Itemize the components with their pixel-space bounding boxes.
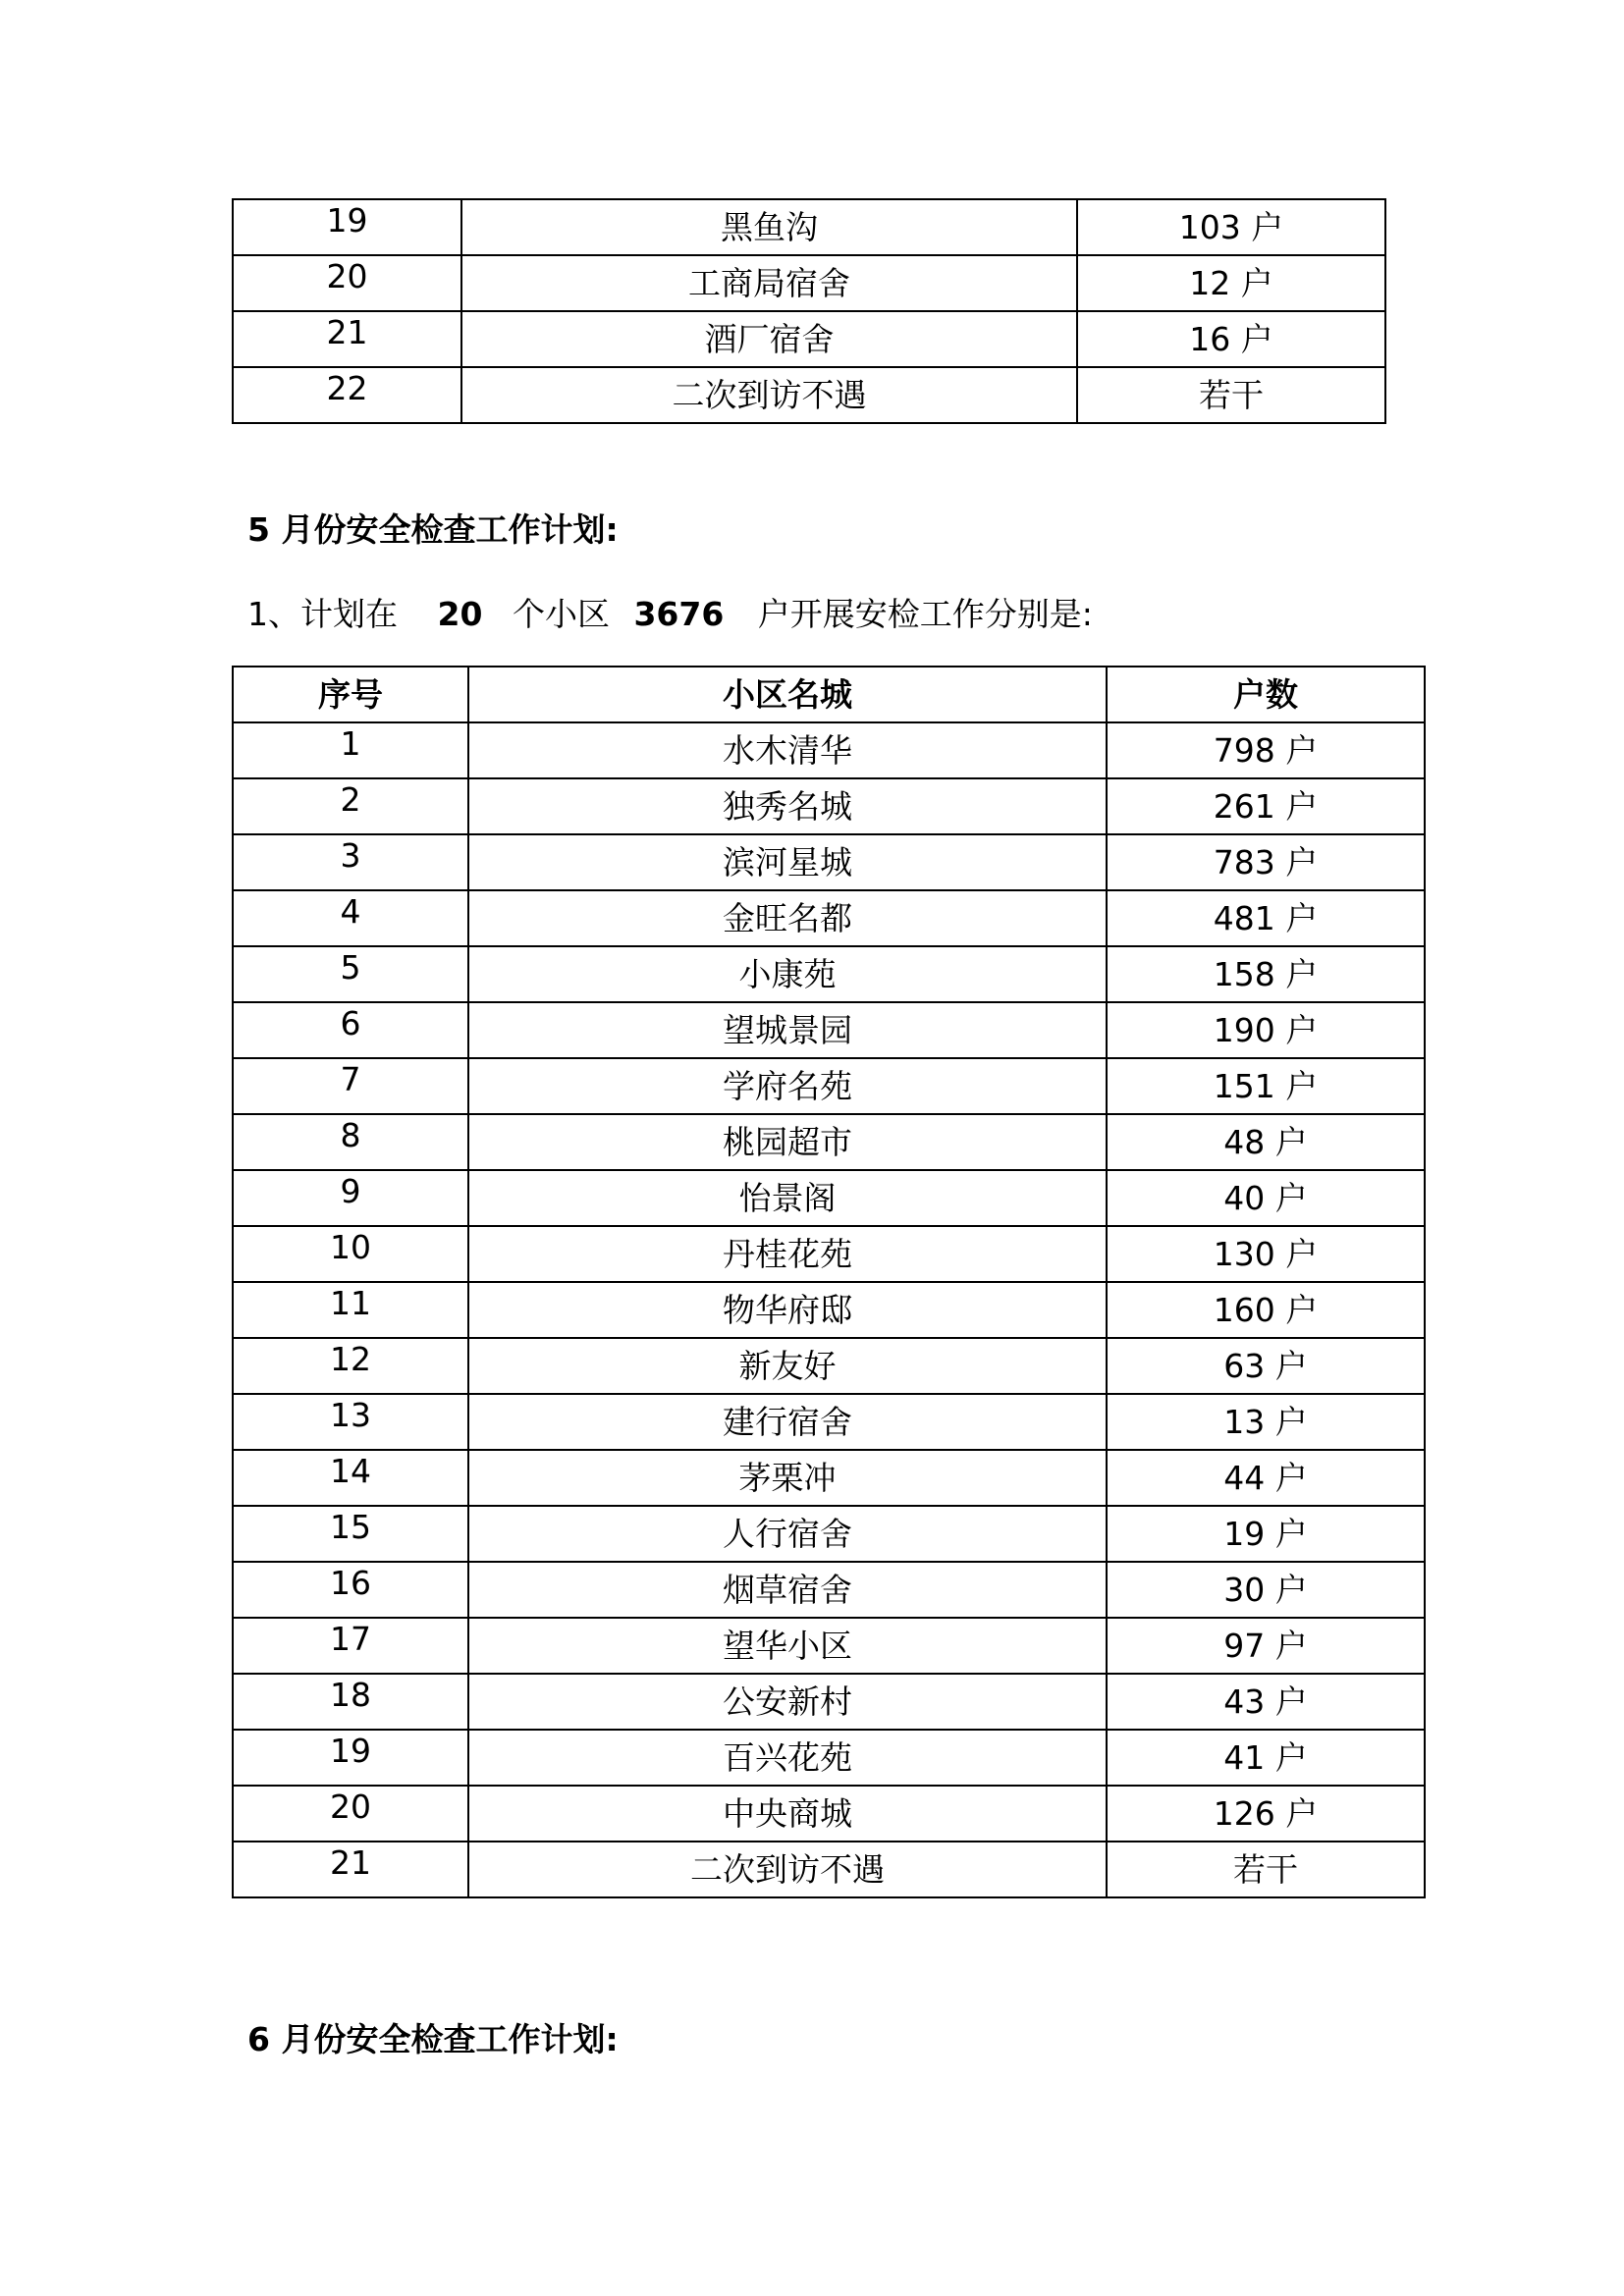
table-row <box>233 199 1385 255</box>
household-count: 19 户 <box>1107 1506 1425 1562</box>
table-row <box>233 722 1425 778</box>
community-name: 酒厂宿舍 <box>461 311 1077 367</box>
continued-community-table <box>232 198 1386 424</box>
household-count: 97 户 <box>1107 1618 1425 1674</box>
row-number: 9 <box>233 1170 468 1226</box>
header-community-name: 小区名城 <box>468 667 1107 722</box>
table-row <box>233 890 1425 946</box>
community-name: 二次到访不遇 <box>468 1842 1107 1897</box>
household-count: 43 户 <box>1107 1674 1425 1730</box>
table-row <box>233 1114 1425 1170</box>
community-name: 工商局宿舍 <box>461 255 1077 311</box>
table-row <box>233 1282 1425 1338</box>
table-row <box>233 1170 1425 1226</box>
community-name: 怡景阁 <box>468 1170 1107 1226</box>
may-community-table <box>232 666 1426 1898</box>
community-name: 公安新村 <box>468 1674 1107 1730</box>
community-name: 新友好 <box>468 1338 1107 1394</box>
plan-suffix: 户开展安检工作分别是: <box>757 595 1093 633</box>
household-count: 126 户 <box>1107 1786 1425 1842</box>
row-number: 13 <box>233 1394 468 1450</box>
community-name: 水木清华 <box>468 722 1107 778</box>
table-row <box>233 1786 1425 1842</box>
table-row <box>233 1450 1425 1506</box>
community-name: 丹桂花苑 <box>468 1226 1107 1282</box>
community-name: 物华府邸 <box>468 1282 1107 1338</box>
community-name: 二次到访不遇 <box>461 367 1077 423</box>
household-count: 151 户 <box>1107 1058 1425 1114</box>
household-count: 481 户 <box>1107 890 1425 946</box>
header-number: 序号 <box>233 667 468 722</box>
row-number: 19 <box>233 199 461 255</box>
table-row <box>233 1394 1425 1450</box>
household-count: 若干 <box>1077 367 1385 423</box>
row-number: 7 <box>233 1058 468 1114</box>
table-row <box>233 311 1385 367</box>
row-number: 6 <box>233 1002 468 1058</box>
plan-middle: 个小区 <box>512 595 610 633</box>
table-row <box>233 255 1385 311</box>
community-name: 中央商城 <box>468 1786 1107 1842</box>
community-name: 人行宿舍 <box>468 1506 1107 1562</box>
household-total: 3676 <box>633 595 725 633</box>
community-name: 望华小区 <box>468 1618 1107 1674</box>
household-count: 63 户 <box>1107 1338 1425 1394</box>
row-number: 15 <box>233 1506 468 1562</box>
household-count: 16 户 <box>1077 311 1385 367</box>
community-name: 滨河星城 <box>468 834 1107 890</box>
household-count: 41 户 <box>1107 1730 1425 1786</box>
row-number: 14 <box>233 1450 468 1506</box>
table-row <box>233 1618 1425 1674</box>
household-count: 261 户 <box>1107 778 1425 834</box>
row-number: 20 <box>233 1786 468 1842</box>
table-row <box>233 834 1425 890</box>
header-household-count: 户数 <box>1107 667 1425 722</box>
table-row <box>233 1506 1425 1562</box>
community-name: 学府名苑 <box>468 1058 1107 1114</box>
row-number: 21 <box>233 311 461 367</box>
row-number: 16 <box>233 1562 468 1618</box>
row-number: 4 <box>233 890 468 946</box>
community-name: 黑鱼沟 <box>461 199 1077 255</box>
community-name: 百兴花苑 <box>468 1730 1107 1786</box>
row-number: 20 <box>233 255 461 311</box>
table-row <box>233 1730 1425 1786</box>
household-count: 783 户 <box>1107 834 1425 890</box>
household-count: 40 户 <box>1107 1170 1425 1226</box>
table-header-row <box>233 667 1425 722</box>
community-name: 望城景园 <box>468 1002 1107 1058</box>
household-count: 130 户 <box>1107 1226 1425 1282</box>
household-count: 13 户 <box>1107 1394 1425 1450</box>
household-count: 160 户 <box>1107 1282 1425 1338</box>
household-count: 12 户 <box>1077 255 1385 311</box>
row-number: 19 <box>233 1730 468 1786</box>
row-number: 18 <box>233 1674 468 1730</box>
table-row <box>233 1842 1425 1897</box>
row-number: 22 <box>233 367 461 423</box>
row-number: 17 <box>233 1618 468 1674</box>
table-row <box>233 1562 1425 1618</box>
plan-description <box>247 589 1093 635</box>
row-number: 10 <box>233 1226 468 1282</box>
household-count: 48 户 <box>1107 1114 1425 1170</box>
household-count: 若干 <box>1107 1842 1425 1897</box>
row-number: 1 <box>233 722 468 778</box>
row-number: 21 <box>233 1842 468 1897</box>
household-count: 158 户 <box>1107 946 1425 1002</box>
may-plan-heading: 5 月份安全检查工作计划: <box>247 510 619 549</box>
household-count: 798 户 <box>1107 722 1425 778</box>
table-row <box>233 1058 1425 1114</box>
table-row <box>233 367 1385 423</box>
community-name: 小康苑 <box>468 946 1107 1002</box>
row-number: 2 <box>233 778 468 834</box>
table-row <box>233 946 1425 1002</box>
community-name: 烟草宿舍 <box>468 1562 1107 1618</box>
table-row <box>233 1002 1425 1058</box>
community-name: 金旺名都 <box>468 890 1107 946</box>
household-count: 44 户 <box>1107 1450 1425 1506</box>
table-row <box>233 1226 1425 1282</box>
row-number: 11 <box>233 1282 468 1338</box>
june-plan-heading: 6 月份安全检查工作计划: <box>247 2020 619 2058</box>
table-row <box>233 1674 1425 1730</box>
plan-prefix: 1、计划在 <box>247 595 398 633</box>
row-number: 8 <box>233 1114 468 1170</box>
community-name: 茅栗冲 <box>468 1450 1107 1506</box>
household-count: 190 户 <box>1107 1002 1425 1058</box>
household-count: 30 户 <box>1107 1562 1425 1618</box>
community-name: 建行宿舍 <box>468 1394 1107 1450</box>
table-row <box>233 778 1425 834</box>
community-count: 20 <box>437 595 483 633</box>
row-number: 12 <box>233 1338 468 1394</box>
community-name: 桃园超市 <box>468 1114 1107 1170</box>
household-count: 103 户 <box>1077 199 1385 255</box>
row-number: 3 <box>233 834 468 890</box>
table-row <box>233 1338 1425 1394</box>
community-name: 独秀名城 <box>468 778 1107 834</box>
row-number: 5 <box>233 946 468 1002</box>
